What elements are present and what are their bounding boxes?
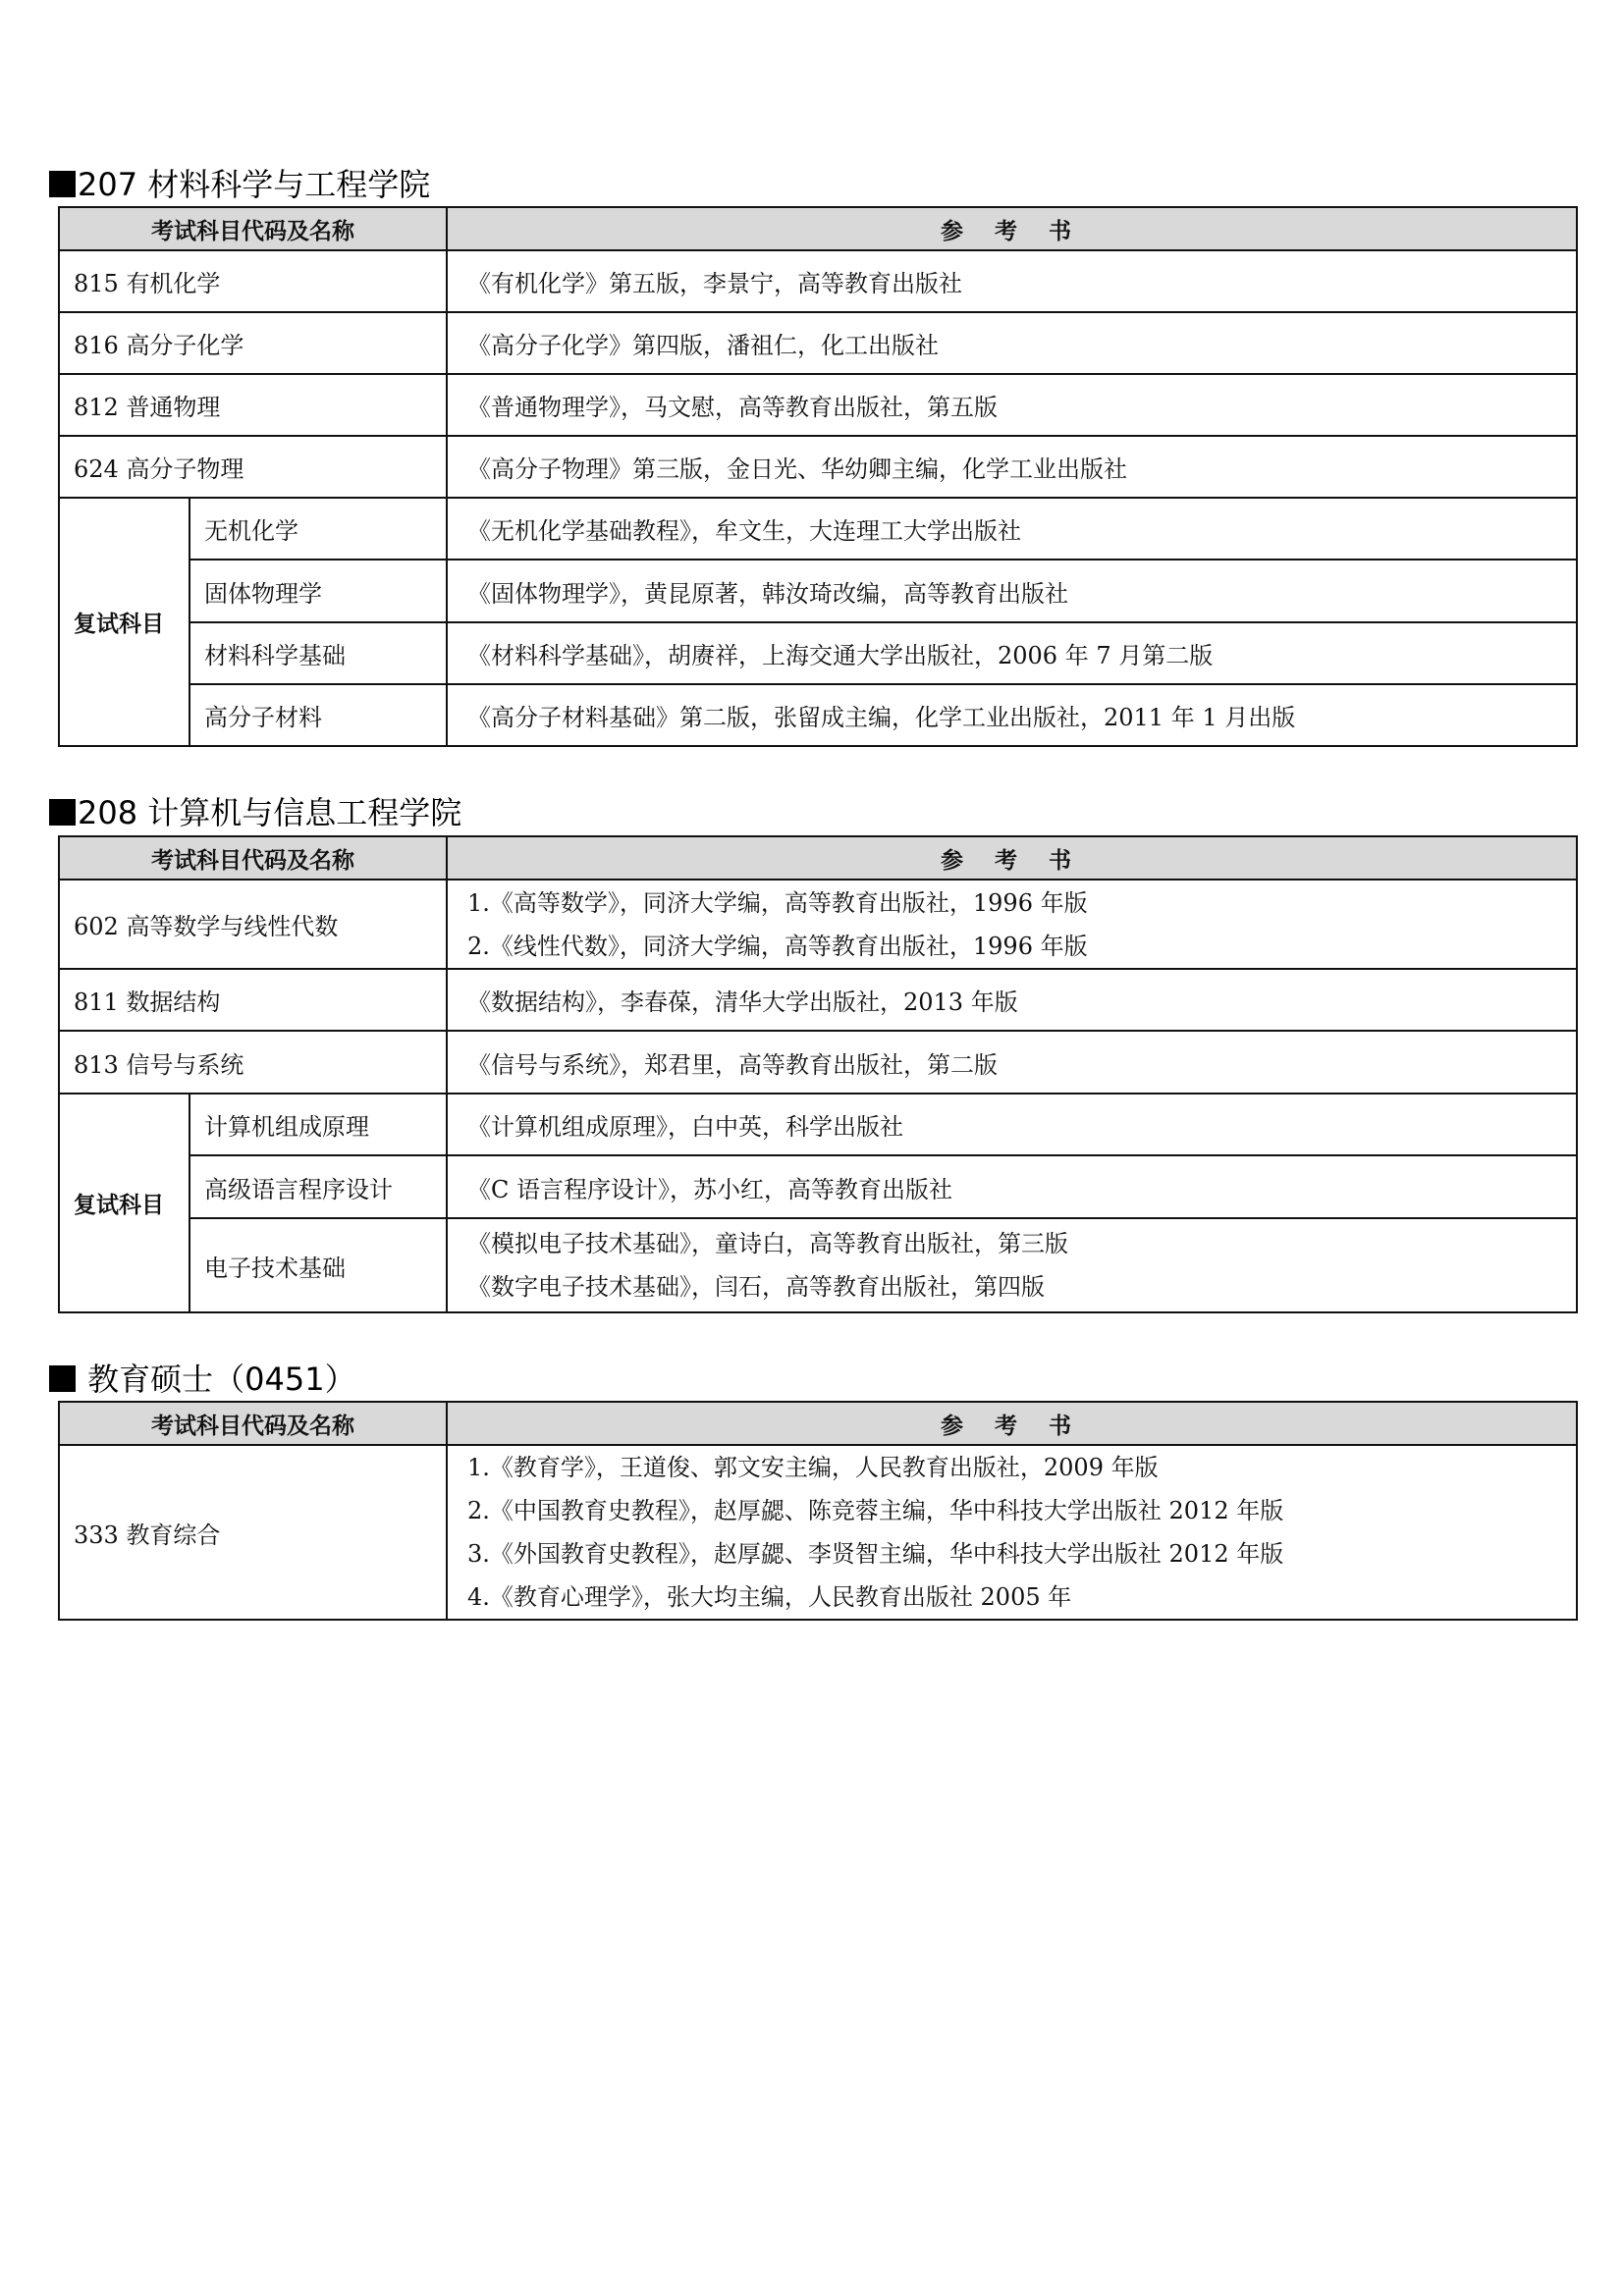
subject-cell: 816 高分子化学 <box>59 312 447 374</box>
reference-cell: 《材料科学基础》，胡赓祥，上海交通大学出版社，2006 年 7 月第二版 <box>447 622 1577 684</box>
reference-cell: 《高分子材料基础》第二版，张留成主编，化学工业出版社，2011 年 1 月出版 <box>447 684 1577 746</box>
reference-cell: 《C 语言程序设计》，苏小红，高等教育出版社 <box>447 1155 1577 1218</box>
reference-cell: 《数据结构》，李春葆，清华大学出版社，2013 年版 <box>447 969 1577 1031</box>
table-row <box>59 684 1577 746</box>
table-row <box>59 1031 1577 1094</box>
reference-line: 3.《外国教育史教程》，赵厚勰、李贤智主编，华中科技大学出版社 2012 年版 <box>467 1540 1284 1568</box>
reference-cell: 《信号与系统》，郑君里，高等教育出版社，第二版 <box>447 1031 1577 1094</box>
section-title-text: 教育硕士（0451） <box>78 1361 356 1398</box>
subject-cell: 624 高分子物理 <box>59 436 447 498</box>
subject-cell: 333 教育综合 <box>59 1445 447 1620</box>
table-row <box>59 374 1577 436</box>
table-row <box>59 1094 1577 1155</box>
black-square-icon <box>49 1365 76 1392</box>
section-title-text: 208 计算机与信息工程学院 <box>78 794 462 831</box>
header-reference: 参 考 书 <box>447 207 1577 250</box>
reference-table <box>58 1401 1578 1621</box>
reference-cell: 《计算机组成原理》，白中英，科学出版社 <box>447 1094 1577 1155</box>
subject-cell: 811 数据结构 <box>59 969 447 1031</box>
subject-cell: 高级语言程序设计 <box>189 1155 447 1218</box>
reference-cell: 《无机化学基础教程》，牟文生，大连理工大学出版社 <box>447 498 1577 560</box>
subject-cell: 812 普通物理 <box>59 374 447 436</box>
table-row <box>59 560 1577 622</box>
header-reference: 参 考 书 <box>447 836 1577 880</box>
section-title <box>49 793 461 832</box>
reference-line: 2.《线性代数》，同济大学编，高等教育出版社，1996 年版 <box>467 932 1088 960</box>
table-row <box>59 969 1577 1031</box>
reference-line: 1.《高等数学》，同济大学编，高等教育出版社，1996 年版 <box>467 888 1088 917</box>
reference-cell: 《高分子化学》第四版，潘祖仁，化工出版社 <box>447 312 1577 374</box>
subject-cell: 无机化学 <box>189 498 447 560</box>
reference-line: 4.《教育心理学》，张大均主编，人民教育出版社 2005 年 <box>467 1583 1072 1611</box>
reference-line: 1.《教育学》，王道俊、郭文安主编，人民教育出版社，2009 年版 <box>467 1454 1159 1481</box>
reference-cell <box>447 880 1577 969</box>
table-row <box>59 436 1577 498</box>
reference-cell <box>447 1445 1577 1620</box>
table-row <box>59 1218 1577 1312</box>
retest-label: 复试科目 <box>59 498 189 746</box>
reference-cell <box>447 1218 1577 1312</box>
table-row <box>59 312 1577 374</box>
reference-table <box>58 206 1578 747</box>
subject-cell: 材料科学基础 <box>189 622 447 684</box>
subject-cell: 电子技术基础 <box>189 1218 447 1312</box>
section-title <box>49 1360 356 1399</box>
reference-cell: 《有机化学》第五版，李景宁，高等教育出版社 <box>447 250 1577 312</box>
table-row <box>59 250 1577 312</box>
table-row <box>59 622 1577 684</box>
retest-label: 复试科目 <box>59 1094 189 1312</box>
header-reference: 参 考 书 <box>447 1402 1577 1445</box>
reference-cell: 《固体物理学》，黄昆原著，韩汝琦改编，高等教育出版社 <box>447 560 1577 622</box>
subject-cell: 高分子材料 <box>189 684 447 746</box>
subject-cell: 固体物理学 <box>189 560 447 622</box>
table-row <box>59 1445 1577 1620</box>
subject-cell: 602 高等数学与线性代数 <box>59 880 447 969</box>
subject-cell: 813 信号与系统 <box>59 1031 447 1094</box>
reference-cell: 《普通物理学》，马文慰，高等教育出版社，第五版 <box>447 374 1577 436</box>
header-subject: 考试科目代码及名称 <box>59 836 447 880</box>
section-title <box>49 165 430 204</box>
reference-line: 2.《中国教育史教程》，赵厚勰、陈竞蓉主编，华中科技大学出版社 2012 年版 <box>467 1497 1284 1524</box>
header-subject: 考试科目代码及名称 <box>59 1402 447 1445</box>
table-row <box>59 498 1577 560</box>
black-square-icon <box>49 799 76 826</box>
table-row <box>59 1155 1577 1218</box>
table-row <box>59 880 1577 969</box>
reference-line: 《数字电子技术基础》，闫石，高等教育出版社，第四版 <box>467 1273 1045 1301</box>
section-title-text: 207 材料科学与工程学院 <box>78 166 431 203</box>
reference-line: 《模拟电子技术基础》，童诗白，高等教育出版社，第三版 <box>467 1230 1068 1257</box>
black-square-icon <box>49 171 76 197</box>
subject-cell: 815 有机化学 <box>59 250 447 312</box>
header-subject: 考试科目代码及名称 <box>59 207 447 250</box>
subject-cell: 计算机组成原理 <box>189 1094 447 1155</box>
reference-cell: 《高分子物理》第三版，金日光、华幼卿主编，化学工业出版社 <box>447 436 1577 498</box>
reference-table <box>58 835 1578 1313</box>
